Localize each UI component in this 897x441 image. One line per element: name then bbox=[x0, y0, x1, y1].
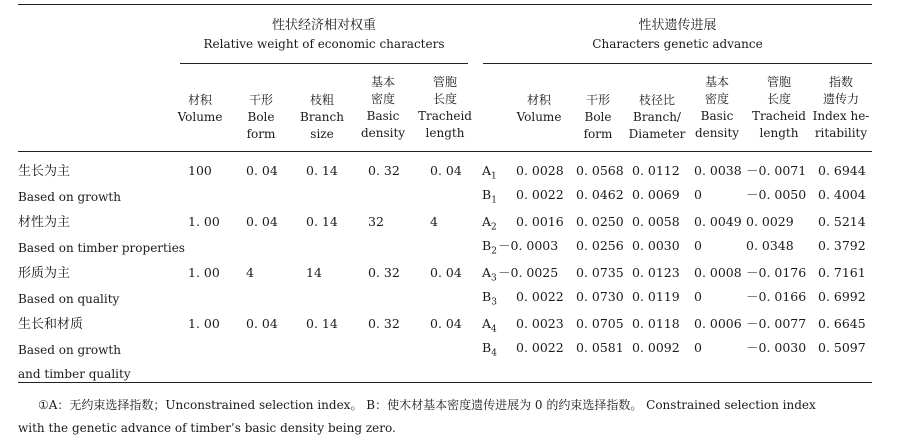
advance-cell: －0. 0030 bbox=[746, 340, 807, 355]
advance-cell: 0. 6992 bbox=[818, 289, 866, 304]
column-header-right-1 bbox=[572, 92, 624, 143]
group-title-right-zh: 性状遗传进展 bbox=[638, 18, 717, 33]
column-header-right-4 bbox=[746, 74, 812, 142]
index-letter: A bbox=[482, 265, 492, 280]
index-code bbox=[482, 318, 497, 335]
advance-cell: 0 bbox=[694, 289, 702, 304]
header-rule bbox=[18, 151, 872, 152]
row-label-zh: 生长为主 bbox=[18, 164, 71, 179]
advance-cell: 0. 5214 bbox=[818, 214, 866, 229]
column-header-line: 密度 bbox=[370, 92, 395, 106]
weight-cell: 0. 14 bbox=[306, 163, 338, 178]
advance-cell: 0. 0022 bbox=[516, 289, 564, 304]
row-label-en: Based on quality bbox=[18, 292, 120, 306]
column-header-line: 管胞 bbox=[432, 75, 457, 89]
column-header-line: size bbox=[310, 127, 334, 141]
column-header-line: Bole bbox=[584, 110, 612, 124]
weight-cell: 0. 32 bbox=[368, 163, 400, 178]
column-header-line: density bbox=[694, 126, 740, 140]
advance-cell: 0. 0030 bbox=[632, 238, 680, 253]
index-letter: B bbox=[482, 340, 492, 355]
column-header-right-0 bbox=[510, 92, 568, 126]
weight-cell: 4 bbox=[430, 214, 438, 229]
advance-cell: －0. 0071 bbox=[746, 163, 807, 178]
weight-cell: 0. 04 bbox=[246, 163, 278, 178]
advance-cell: 0. 0008 bbox=[694, 265, 742, 280]
column-header-right-3 bbox=[690, 74, 744, 142]
advance-cell: 0. 4004 bbox=[818, 187, 866, 202]
advance-cell: 0. 0348 bbox=[746, 238, 794, 253]
advance-cell: 0. 0022 bbox=[516, 187, 564, 202]
weight-cell: 14 bbox=[306, 265, 322, 280]
group-title-right-en: Characters genetic advance bbox=[592, 37, 763, 51]
column-header-line: Basic bbox=[366, 109, 400, 123]
advance-cell: －0. 0176 bbox=[746, 265, 807, 280]
advance-cell: －0. 0025 bbox=[498, 265, 559, 280]
advance-cell: 0. 0735 bbox=[576, 265, 624, 280]
weight-cell: 0. 14 bbox=[306, 316, 338, 331]
index-code bbox=[482, 267, 497, 284]
advance-cell: 0. 0092 bbox=[632, 340, 680, 355]
weight-cell: 1. 00 bbox=[188, 214, 220, 229]
column-header-line: Basic bbox=[700, 109, 734, 123]
row-label-zh: 生长和材质 bbox=[18, 317, 84, 332]
weight-cell: 0. 04 bbox=[246, 214, 278, 229]
column-header-left-1 bbox=[232, 92, 290, 143]
advance-cell: 0. 0112 bbox=[632, 163, 680, 178]
index-subscript: 2 bbox=[491, 222, 497, 233]
column-header-line: Volume bbox=[516, 110, 562, 124]
row-label-en: Based on growth bbox=[18, 190, 121, 204]
column-header-line: 密度 bbox=[704, 92, 729, 106]
column-header-line: length bbox=[759, 126, 799, 140]
advance-cell: 0. 0028 bbox=[516, 163, 564, 178]
weight-cell: 0. 04 bbox=[430, 265, 462, 280]
column-header-line: Tracheid bbox=[418, 109, 472, 123]
column-header-line: 管胞 bbox=[766, 75, 791, 89]
row-label-zh: 材性为主 bbox=[18, 215, 71, 230]
advance-cell: 0 bbox=[694, 187, 702, 202]
column-header-line: Branch bbox=[300, 110, 344, 124]
advance-cell: －0. 0003 bbox=[498, 238, 559, 253]
column-header-line: Bole bbox=[247, 110, 275, 124]
column-header-line: length bbox=[425, 126, 465, 140]
column-header-line: 基本 bbox=[370, 75, 395, 89]
index-code bbox=[482, 342, 497, 359]
index-code bbox=[482, 240, 497, 257]
index-code bbox=[482, 291, 497, 308]
column-header-line: ritability bbox=[814, 126, 868, 140]
weight-cell: 0. 04 bbox=[430, 163, 462, 178]
column-header-line: 材积 bbox=[526, 93, 551, 107]
advance-cell: 0. 0023 bbox=[516, 316, 564, 331]
advance-cell: 0. 3792 bbox=[818, 238, 866, 253]
column-header-line: Diameter bbox=[628, 127, 686, 141]
column-header-line: 指数 bbox=[828, 75, 853, 89]
column-header-left-3 bbox=[354, 74, 412, 142]
column-header-line: Branch/ bbox=[633, 110, 681, 124]
weight-cell: 0. 32 bbox=[368, 316, 400, 331]
index-code bbox=[482, 165, 497, 182]
index-subscript: 3 bbox=[491, 273, 497, 284]
index-subscript: 4 bbox=[491, 324, 497, 335]
weight-cell: 4 bbox=[246, 265, 254, 280]
advance-cell: 0. 0058 bbox=[632, 214, 680, 229]
column-header-line: 遗传力 bbox=[822, 92, 859, 106]
column-header-line: Volume bbox=[177, 110, 223, 124]
weight-cell: 0. 14 bbox=[306, 214, 338, 229]
weight-cell: 100 bbox=[188, 163, 212, 178]
column-header-line: 材积 bbox=[187, 93, 212, 107]
bottom-rule bbox=[18, 382, 872, 383]
index-code bbox=[482, 216, 497, 233]
index-letter: B bbox=[482, 289, 492, 304]
advance-cell: 0. 0118 bbox=[632, 316, 680, 331]
advance-cell: 0. 0049 bbox=[694, 214, 742, 229]
group-rule-right bbox=[483, 63, 872, 64]
footnote-line-2: with the genetic advance of timber’s basic density being zero. bbox=[18, 421, 396, 435]
advance-cell: 0. 0568 bbox=[576, 163, 624, 178]
advance-cell: 0. 0069 bbox=[632, 187, 680, 202]
advance-cell: －0. 0166 bbox=[746, 289, 807, 304]
index-subscript: 3 bbox=[491, 297, 497, 308]
column-header-line: Index he- bbox=[812, 109, 870, 123]
advance-cell: 0 bbox=[694, 340, 702, 355]
weight-cell: 1. 00 bbox=[188, 316, 220, 331]
advance-cell: 0. 6944 bbox=[818, 163, 866, 178]
advance-cell: 0. 0006 bbox=[694, 316, 742, 331]
advance-cell: 0. 0123 bbox=[632, 265, 680, 280]
advance-cell: 0 bbox=[694, 238, 702, 253]
column-header-line: 枝粗 bbox=[309, 93, 334, 107]
column-header-right-5 bbox=[812, 74, 870, 142]
weight-cell: 1. 00 bbox=[188, 265, 220, 280]
group-title-left-en: Relative weight of economic characters bbox=[203, 37, 445, 51]
group-title-left-zh: 性状经济相对权重 bbox=[271, 18, 376, 33]
column-header-line: 基本 bbox=[704, 75, 729, 89]
column-header-line: density bbox=[360, 126, 406, 140]
top-rule bbox=[18, 4, 872, 5]
index-letter: A bbox=[482, 214, 492, 229]
column-header-line: Tracheid bbox=[752, 109, 806, 123]
column-header-left-2 bbox=[292, 92, 352, 143]
column-header-line: form bbox=[246, 127, 276, 141]
row-label-en: Based on timber properties bbox=[18, 241, 185, 255]
column-header-left-0 bbox=[174, 92, 226, 126]
advance-cell: 0. 7161 bbox=[818, 265, 866, 280]
column-header-line: 长度 bbox=[432, 92, 457, 106]
advance-cell: 0. 0022 bbox=[516, 340, 564, 355]
index-letter: A bbox=[482, 316, 492, 331]
weight-cell: 0. 04 bbox=[246, 316, 278, 331]
advance-cell: 0. 5097 bbox=[818, 340, 866, 355]
group-rule-left bbox=[180, 63, 468, 64]
column-header-line: 干形 bbox=[585, 93, 610, 107]
advance-cell: 0. 0730 bbox=[576, 289, 624, 304]
index-letter: B bbox=[482, 187, 492, 202]
advance-cell: 0. 6645 bbox=[818, 316, 866, 331]
index-letter: A bbox=[482, 163, 492, 178]
advance-cell: 0. 0462 bbox=[576, 187, 624, 202]
weight-cell: 32 bbox=[368, 214, 384, 229]
weight-cell: 0. 32 bbox=[368, 265, 400, 280]
column-header-line: 干形 bbox=[248, 93, 273, 107]
row-label-zh: 形质为主 bbox=[18, 266, 71, 281]
index-code bbox=[482, 189, 497, 206]
index-subscript: 2 bbox=[491, 246, 497, 257]
advance-cell: 0. 0119 bbox=[632, 289, 680, 304]
row-label-en-2: and timber quality bbox=[18, 367, 131, 381]
row-label-en: Based on growth bbox=[18, 343, 121, 357]
column-header-line: 长度 bbox=[766, 92, 791, 106]
index-letter: B bbox=[482, 238, 492, 253]
advance-cell: 0. 0705 bbox=[576, 316, 624, 331]
index-subscript: 1 bbox=[491, 195, 497, 206]
column-header-line: 枝径比 bbox=[638, 93, 675, 107]
index-subscript: 1 bbox=[491, 171, 497, 182]
advance-cell: 0. 0016 bbox=[516, 214, 564, 229]
advance-cell: 0. 0038 bbox=[694, 163, 742, 178]
column-header-left-4 bbox=[414, 74, 476, 142]
index-subscript: 4 bbox=[491, 348, 497, 359]
advance-cell: 0. 0250 bbox=[576, 214, 624, 229]
weight-cell: 0. 04 bbox=[430, 316, 462, 331]
column-header-right-2 bbox=[626, 92, 688, 143]
footnote-line-1: ①A：无约束选择指数；Unconstrained selection index。 B：使木材基本密度遗传进展为 0 的约束选择指数。 Constrained selection index bbox=[38, 398, 816, 412]
advance-cell: 0. 0256 bbox=[576, 238, 624, 253]
column-header-line: form bbox=[583, 127, 613, 141]
advance-cell: －0. 0050 bbox=[746, 187, 807, 202]
advance-cell: 0. 0581 bbox=[576, 340, 624, 355]
advance-cell: 0. 0029 bbox=[746, 214, 794, 229]
advance-cell: －0. 0077 bbox=[746, 316, 807, 331]
